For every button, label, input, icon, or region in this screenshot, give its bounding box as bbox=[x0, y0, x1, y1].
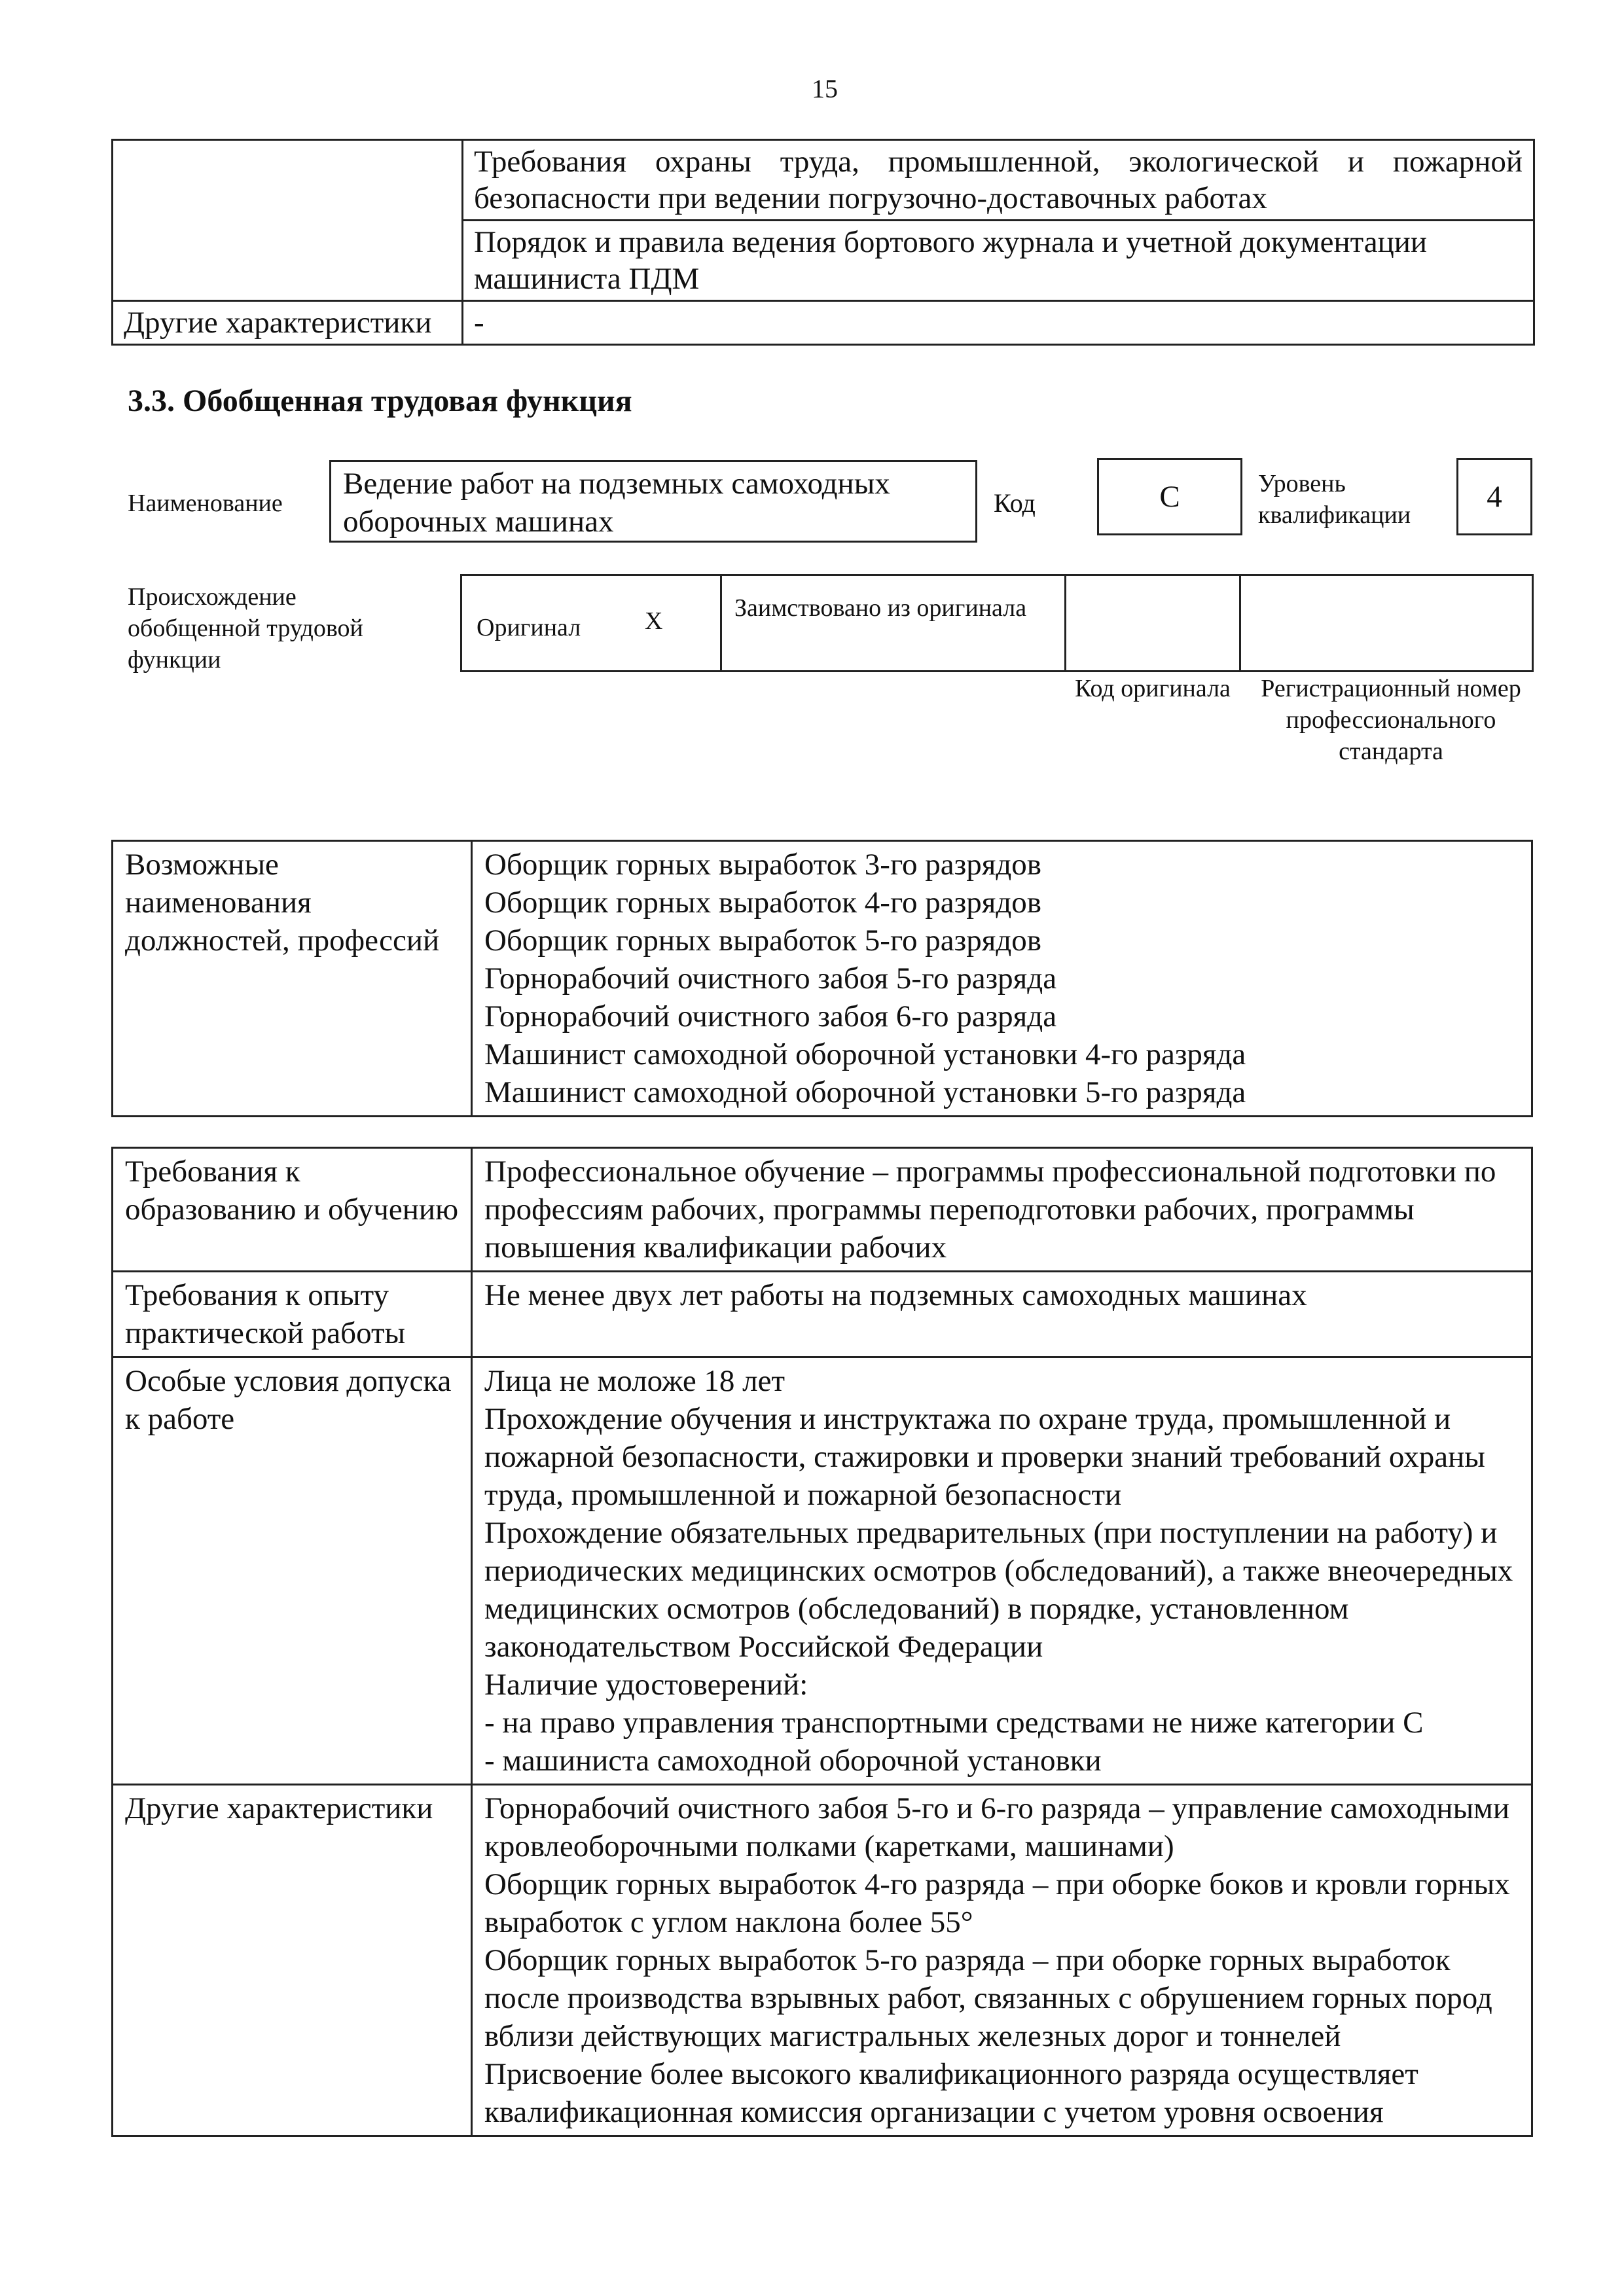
level-value-box: 4 bbox=[1456, 458, 1532, 535]
text-line: Горнорабочий очистного забоя 5-го и 6-го разряда – управление самоходными кровлеоборочными полками (каретками, машинами) bbox=[484, 1791, 1510, 1863]
list-item: Оборщик горных выработок 3-го разрядов bbox=[484, 848, 1041, 882]
text-line: Прохождение обязательных предварительных (при поступлении на работу) и периодических медицинских осмотров (обследований), а также внеочередных медицинских осмотров (обследований) в порядке, установленном законодательством Российской Федерации bbox=[484, 1516, 1513, 1664]
table-row bbox=[113, 841, 1532, 1117]
code-label: Код bbox=[994, 488, 1036, 518]
table-cell-label bbox=[113, 221, 463, 301]
divider bbox=[1239, 574, 1241, 672]
table-row bbox=[113, 140, 1534, 221]
text-line: Присвоение более высокого квалификационного разряда осуществляет квалификационная комиссия организации с учетом уровня освоения bbox=[484, 2057, 1418, 2129]
text-line: - на право управления транспортными средствами не ниже категории С bbox=[484, 1706, 1424, 1740]
name-label: Наименование bbox=[128, 490, 283, 517]
list-item: Машинист самоходной оборочной установки 4-го разряда bbox=[484, 1037, 1246, 1071]
text-line: Прохождение обучения и инструктажа по охране труда, промышленной и пожарной безопасности, стажировки и проверки знаний требований охраны труда, промышленной и пожарной безопасности bbox=[484, 1402, 1485, 1512]
divider bbox=[720, 574, 722, 672]
table-cell-value bbox=[472, 1272, 1532, 1357]
list-item: Оборщик горных выработок 5-го разрядов bbox=[484, 924, 1041, 958]
reg-number-caption: Регистрационный номер профессионального стандарта bbox=[1261, 675, 1521, 765]
page-number: 15 bbox=[812, 74, 838, 103]
text-line: Наличие удостоверений: bbox=[484, 1668, 808, 1702]
table-cell-value: - bbox=[463, 301, 1534, 345]
table-cell-label: Требования к образованию и обучению bbox=[113, 1148, 472, 1272]
text-line: Оборщик горных выработок 5-го разряда – при оборке горных выработок после производства взрывных работ, связанных с обрушением горных пород вблизи действующих магистральных железных дорог и тоннелей bbox=[484, 1943, 1492, 2053]
table-cell-value bbox=[472, 1785, 1532, 2136]
table-cell-label: Особые условия допуска к работе bbox=[113, 1357, 472, 1785]
table-cell-value: Требования охраны труда, промышленной, экологической и пожарной безопасности при ведении погрузочно-доставочных работах bbox=[463, 140, 1534, 221]
text-line: Оборщик горных выработок 4-го разряда – при оборке боков и кровли горных выработок с углом наклона более 55° bbox=[484, 1867, 1510, 1939]
section-title: 3.3. Обобщенная трудовая функция bbox=[128, 384, 632, 418]
divider bbox=[1064, 574, 1066, 672]
code-original-caption: Код оригинала bbox=[1075, 675, 1231, 702]
table-row bbox=[113, 1272, 1532, 1357]
table-row bbox=[113, 221, 1534, 301]
origin-label: Происхождение обобщенной трудовой функции bbox=[128, 583, 363, 673]
table-cell-value bbox=[472, 1357, 1532, 1785]
table-row bbox=[113, 301, 1534, 345]
table-cell-label bbox=[113, 140, 463, 221]
table-cell-label: Другие характеристики bbox=[113, 1785, 472, 2136]
requirements-table bbox=[111, 1147, 1533, 2137]
table-cell-label: Требования к опыту практической работы bbox=[113, 1272, 472, 1357]
positions-list bbox=[472, 841, 1532, 1117]
continuation-table bbox=[111, 139, 1535, 346]
code-value-box: C bbox=[1097, 458, 1242, 535]
table-row bbox=[113, 1785, 1532, 2136]
list-item: Машинист самоходной оборочной установки 5-го разряда bbox=[484, 1075, 1246, 1109]
list-item: Горнорабочий очистного забоя 5-го разряда bbox=[484, 961, 1057, 996]
borrowed-label: Заимствовано из оригинала bbox=[734, 594, 1027, 622]
list-item: Оборщик горных выработок 4-го разрядов bbox=[484, 886, 1041, 920]
level-label: Уровень квалификации bbox=[1258, 470, 1411, 529]
text-line: Не менее двух лет работы на подземных самоходных машинах bbox=[484, 1278, 1307, 1312]
original-mark: X bbox=[645, 607, 663, 635]
function-name-box: Ведение работ на подземных самоходных оборочных машинах bbox=[329, 460, 977, 543]
table-row bbox=[113, 1148, 1532, 1272]
list-item: Горнорабочий очистного забоя 6-го разряда bbox=[484, 999, 1057, 1033]
text-line: - машиниста самоходной оборочной установки bbox=[484, 1744, 1102, 1778]
table-cell-label: Другие характеристики bbox=[113, 301, 463, 345]
positions-table bbox=[111, 840, 1533, 1117]
text-line: Лица не моложе 18 лет bbox=[484, 1364, 785, 1398]
table-cell-value: Порядок и правила ведения бортового журнала и учетной документации машиниста ПДМ bbox=[463, 221, 1534, 301]
table-row bbox=[113, 1357, 1532, 1785]
table-cell-label: Возможные наименования должностей, профессий bbox=[113, 841, 472, 1117]
table-cell-value bbox=[472, 1148, 1532, 1272]
original-label: Оригинал bbox=[477, 614, 581, 641]
text-line: Профессиональное обучение – программы профессиональной подготовки по профессиям рабочих, программы переподготовки рабочих, программы повышения квалификации рабочих bbox=[484, 1155, 1496, 1265]
